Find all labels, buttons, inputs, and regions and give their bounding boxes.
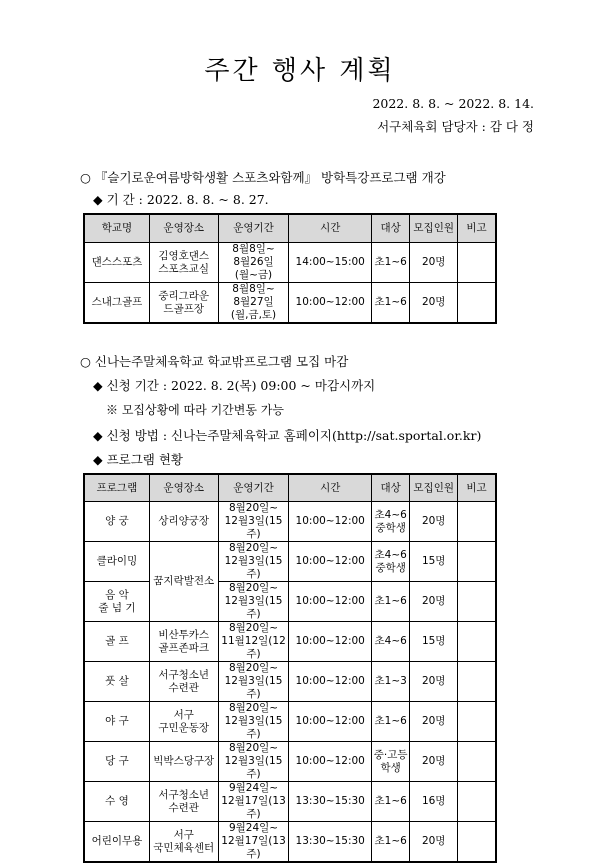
program-note <box>458 283 496 324</box>
table-header: 모집인원 <box>410 474 458 502</box>
program-count: 20명 <box>410 243 458 283</box>
program-count: 15명 <box>410 542 458 582</box>
program-note <box>458 622 496 662</box>
program-place: 꿈지락발전소 <box>149 542 218 622</box>
program-target: 초1~6 <box>371 582 409 622</box>
program-count: 15명 <box>410 622 458 662</box>
program-period: 8월20일~ 12월3일(15주) <box>218 662 289 702</box>
table-header: 운영장소 <box>149 474 218 502</box>
program-target: 초4~6 <box>371 622 409 662</box>
program-target: 초1~6 <box>371 702 409 742</box>
program-name: 댄스스포츠 <box>84 243 149 283</box>
program-time: 10:00~12:00 <box>289 542 372 582</box>
program-place: 비산투카스 골프존파크 <box>149 622 218 662</box>
table-header: 시간 <box>289 214 372 243</box>
program-place: 서구청소년 수련관 <box>149 662 218 702</box>
program-time: 10:00~12:00 <box>289 622 372 662</box>
table-header: 운영장소 <box>149 214 218 243</box>
manager-text: 서구체육회 담당자 : 감 다 정 <box>377 119 534 134</box>
program-note <box>458 542 496 582</box>
program-note <box>458 502 496 542</box>
table-row <box>84 782 496 822</box>
table-header: 운영기간 <box>218 214 289 243</box>
table-row <box>84 582 496 622</box>
apply-method: ◆ 신청 방법 : 신나는주말체육학교 홈페이지(http://sat.sportal.or.kr) <box>93 428 482 443</box>
program-time: 13:30~15:30 <box>289 822 372 863</box>
program-time: 10:00~12:00 <box>289 662 372 702</box>
program-target: 초4~6 중학생 <box>371 502 409 542</box>
program-name: 야 구 <box>84 702 149 742</box>
program-target: 초1~6 <box>371 243 409 283</box>
table-row <box>84 742 496 782</box>
section1-heading: ○ 『슬기로운여름방학생활 스포츠와함께』 방학특강프로그램 개강 <box>80 170 446 185</box>
table-header: 운영기간 <box>218 474 289 502</box>
program-time: 13:30~15:30 <box>289 782 372 822</box>
program-note <box>458 822 496 863</box>
program-target: 초1~6 <box>371 283 409 324</box>
table-header: 시간 <box>289 474 372 502</box>
program-time: 10:00~12:00 <box>289 742 372 782</box>
program-target: 초1~6 <box>371 822 409 863</box>
program-count: 20명 <box>410 283 458 324</box>
program-name: 클라이밍 <box>84 542 149 582</box>
program-count: 20명 <box>410 742 458 782</box>
program-time: 10:00~12:00 <box>289 502 372 542</box>
table-header: 비고 <box>458 474 496 502</box>
program-name: 양 궁 <box>84 502 149 542</box>
program-period: 9월24일~ 12월17일(13주) <box>218 822 289 863</box>
table-row <box>84 822 496 863</box>
period-text: 2022. 8. 8. ~ 2022. 8. 14. <box>372 96 534 111</box>
program-name: 음 악 줄 넘 기 <box>84 582 149 622</box>
table-row <box>84 502 496 542</box>
table-header: 프로그램 <box>84 474 149 502</box>
program-count: 20명 <box>410 662 458 702</box>
table-row <box>84 283 496 324</box>
table-header: 대상 <box>371 474 409 502</box>
program-status-label: ◆ 프로그램 현황 <box>93 452 184 467</box>
program-count: 20명 <box>410 702 458 742</box>
program-name: 골 프 <box>84 622 149 662</box>
program-count: 16명 <box>410 782 458 822</box>
table-row <box>84 243 496 283</box>
program-period: 8월20일~ 12월3일(15주) <box>218 542 289 582</box>
program-period: 8월20일~ 12월3일(15주) <box>218 582 289 622</box>
program-name: 당 구 <box>84 742 149 782</box>
table-row <box>84 702 496 742</box>
notice-text: ※ 모집상황에 따라 기간변동 가능 <box>106 403 284 417</box>
weekend-program-table <box>83 473 497 863</box>
program-target: 중·고등 학생 <box>371 742 409 782</box>
table-header: 대상 <box>371 214 409 243</box>
program-name: 어린이무용 <box>84 822 149 863</box>
program-time: 10:00~12:00 <box>289 582 372 622</box>
program-count: 20명 <box>410 582 458 622</box>
apply-period: ◆ 신청 기간 : 2022. 8. 2(목) 09:00 ~ 마감시까지 <box>93 378 376 393</box>
program-target: 초1~6 <box>371 782 409 822</box>
table-header: 모집인원 <box>410 214 458 243</box>
program-time: 10:00~12:00 <box>289 702 372 742</box>
program-time: 14:00~15:00 <box>289 243 372 283</box>
section2-heading: ○ 신나는주말체육학교 학교밖프로그램 모집 마감 <box>80 354 349 369</box>
program-period: 8월20일~ 12월3일(15주) <box>218 702 289 742</box>
program-place: 중리그라운 드골프장 <box>149 283 218 324</box>
table-header-row <box>84 474 496 502</box>
program-note <box>458 243 496 283</box>
program-name: 스내그골프 <box>84 283 149 324</box>
program-time: 10:00~12:00 <box>289 283 372 324</box>
program-place: 상리양궁장 <box>149 502 218 542</box>
program-period: 8월8일~ 8월26일 (월~금) <box>218 243 289 283</box>
special-program-table <box>83 213 497 324</box>
program-count: 20명 <box>410 822 458 863</box>
table-row <box>84 622 496 662</box>
table-header: 비고 <box>458 214 496 243</box>
program-period: 8월20일~ 12월3일(15주) <box>218 502 289 542</box>
section1-period: ◆ 기 간 : 2022. 8. 8. ~ 8. 27. <box>93 192 269 207</box>
program-place: 서구청소년 수련관 <box>149 782 218 822</box>
program-note <box>458 702 496 742</box>
program-note <box>458 582 496 622</box>
program-period: 8월20일~ 11월12일(12주) <box>218 622 289 662</box>
table-row <box>84 542 496 582</box>
program-place: 김영호댄스 스포츠교실 <box>149 243 218 283</box>
program-name: 풋 살 <box>84 662 149 702</box>
program-period: 9월24일~ 12월17일(13주) <box>218 782 289 822</box>
program-place: 서구 구민운동장 <box>149 702 218 742</box>
program-name: 수 영 <box>84 782 149 822</box>
program-target: 초1~3 <box>371 662 409 702</box>
program-target: 초4~6 중학생 <box>371 542 409 582</box>
program-period: 8월20일~ 12월3일(15주) <box>218 742 289 782</box>
program-note <box>458 742 496 782</box>
program-place: 빅박스당구장 <box>149 742 218 782</box>
table-header-row <box>84 214 496 243</box>
program-period: 8월8일~ 8월27일 (월,금,토) <box>218 283 289 324</box>
program-count: 20명 <box>410 502 458 542</box>
program-place: 서구 국민체육센터 <box>149 822 218 863</box>
table-header: 학교명 <box>84 214 149 243</box>
page-title: 주간 행사 계획 <box>204 56 396 86</box>
program-note <box>458 782 496 822</box>
program-note <box>458 662 496 702</box>
table-row <box>84 662 496 702</box>
